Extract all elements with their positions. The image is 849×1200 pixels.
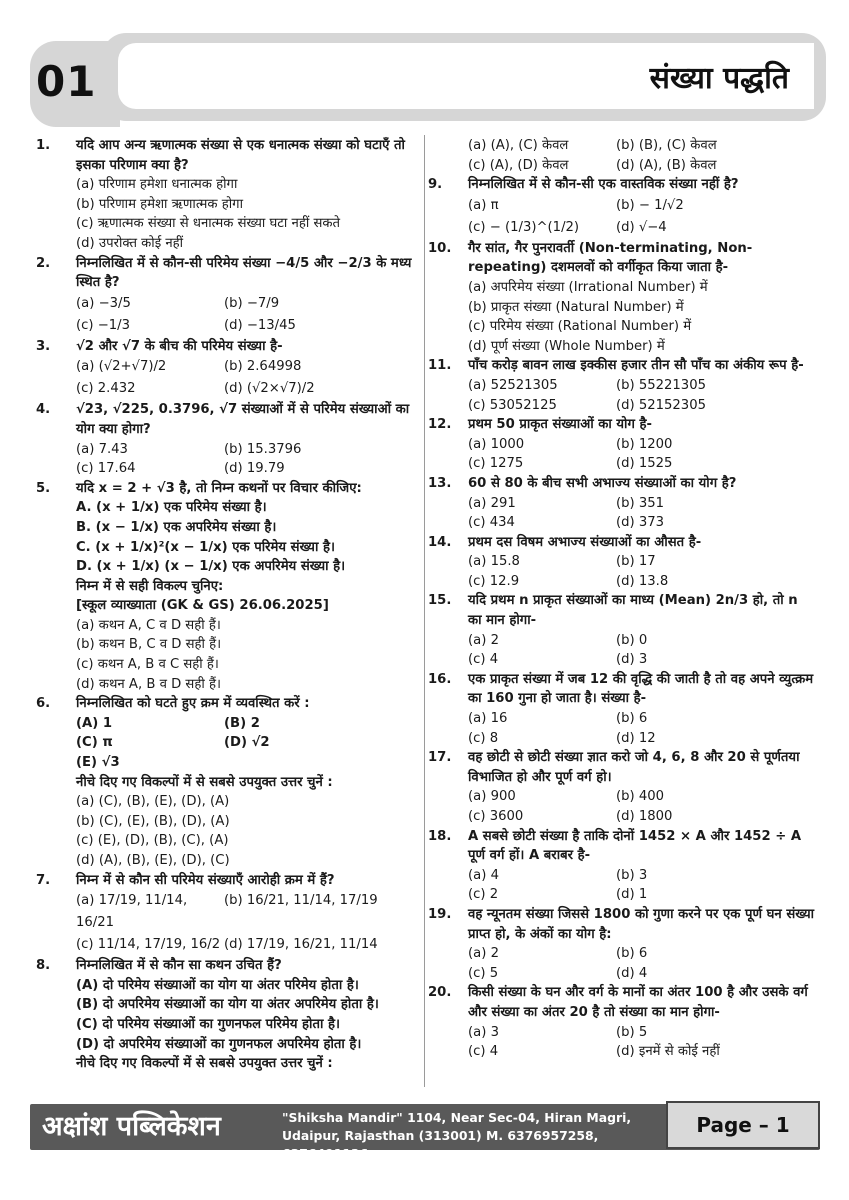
option-item: (a) (A), (C) केवल (468, 138, 569, 153)
question-text: यदि x = 2 + √3 है, तो निम्न कथनों पर विचार कीजिए: (76, 480, 362, 496)
question-block (428, 533, 814, 592)
option-grid (428, 944, 814, 983)
question-text: निम्न में से कौन सी परिमेय संख्याएँ आरोही क्रम में हैं? (76, 872, 335, 888)
option-grid (36, 440, 422, 479)
option-item: (d) 1525 (616, 456, 673, 472)
option-item: (a) 900 (468, 789, 516, 805)
question-number: 12. (428, 417, 452, 433)
option-grid (428, 195, 814, 239)
option-item: (d) पूर्ण संख्या (Whole Number) में (468, 338, 665, 354)
question-number: 13. (428, 475, 452, 491)
option-item: (c) कथन A, B व C सही हैं। (76, 657, 219, 673)
statement-line: A. (x + 1/x) एक परिमेय संख्या है। (76, 500, 267, 516)
option-item: (d) इनमें से कोई नहीं (616, 1044, 720, 1060)
question-block (36, 400, 422, 478)
option-item: (d) −13/45 (224, 317, 296, 333)
question-block (428, 591, 814, 669)
question-text: निम्नलिखित में से कौन-सी परिमेय संख्या −4/5 और −2/3 के मध्य स्थित है? (76, 255, 412, 291)
option-grid (36, 890, 422, 956)
question-block (428, 136, 814, 175)
question-number: 7. (36, 872, 51, 888)
option-item: (d) 373 (616, 515, 665, 531)
question-number: 6. (36, 696, 51, 712)
option-item: (b) 16/21, 11/14, 17/19 (224, 893, 378, 909)
chapter-number: 01 (36, 57, 97, 106)
address-line-1: "Shiksha Mandir" 1104, Near Sec-04, Hiran Magri, (282, 1110, 632, 1125)
option-grid (36, 714, 422, 753)
option-item: (b) परिणाम हमेशा ऋणात्मक होगा (76, 196, 244, 212)
option-item: (b) 0 (616, 632, 648, 648)
question-row (428, 415, 814, 435)
question-row (428, 474, 814, 494)
option-item: (b) 55221305 (616, 377, 706, 393)
option-item: (a) 17/19, 11/14, 16/21 (76, 893, 188, 931)
question-block (36, 479, 422, 695)
question-number: 11. (428, 358, 452, 374)
question-block (36, 136, 422, 254)
question-number: 15. (428, 593, 452, 609)
question-block (36, 254, 422, 337)
question-block (428, 670, 814, 748)
question-row (428, 356, 814, 376)
option-item: (d) 19.79 (224, 461, 285, 477)
option-item: (c) 434 (468, 515, 515, 531)
statement-line: C. (x + 1/x)²(x − 1/x) एक परिमेय संख्या है। (76, 539, 335, 555)
question-block (428, 983, 814, 1061)
question-number: 14. (428, 534, 452, 550)
option-item: (a) −3/5 (76, 295, 131, 311)
option-item: (c) ऋणात्मक संख्या से धनात्मक संख्या घटा नहीं सकते (76, 216, 341, 232)
question-row (36, 871, 422, 891)
option-item: (b) कथन B, C व D सही हैं। (76, 637, 222, 653)
question-row (428, 905, 814, 944)
option-item: (c) 53052125 (468, 397, 557, 413)
question-block (36, 694, 422, 870)
question-text: निम्नलिखित को घटते हुए क्रम में व्यवस्थित करें : (76, 696, 310, 712)
option-item: (a) परिणाम हमेशा धनात्मक होगा (76, 177, 238, 193)
option-item: (c) 1275 (468, 456, 524, 472)
question-number: 8. (36, 958, 51, 974)
option-item: (a) 291 (468, 495, 516, 511)
option-item: (b) 1200 (616, 436, 673, 452)
option-item: (b) (B), (C) केवल (616, 138, 717, 153)
question-row (36, 254, 422, 293)
question-number: 3. (36, 338, 51, 354)
question-number: 9. (428, 177, 443, 193)
option-item: (d) √−4 (616, 219, 667, 235)
option-item: (c) 8 (468, 730, 499, 746)
question-number: 2. (36, 255, 51, 271)
option-item: (d) 13.8 (616, 573, 669, 589)
option-item: (d) 3 (616, 652, 648, 668)
option-item: (b) 3 (616, 867, 648, 883)
option-item: (c) 4 (468, 652, 499, 668)
question-block (36, 956, 422, 1074)
option-item: (a) 3 (468, 1024, 499, 1040)
statement-line: (A) दो परिमेय संख्याओं का योग या अंतर परिमेय होता है। (76, 977, 359, 993)
question-block (428, 905, 814, 983)
option-item: (c) 3600 (468, 809, 524, 824)
question-text: वह न्यूनतम संख्या जिससे 1800 को गुणा करने पर एक पूर्ण घन संख्या प्राप्त हो, के अंकों का योग है: (468, 906, 815, 942)
option-grid (428, 435, 814, 474)
option-item: (b) 351 (616, 495, 665, 511)
question-number: 16. (428, 671, 452, 687)
option-item: (c) 2 (468, 887, 499, 903)
question-block (428, 827, 814, 905)
option-item: (a) (C), (B), (E), (D), (A) (76, 794, 230, 810)
question-text: निम्नलिखित में से कौन-सी एक वास्तविक संख्या नहीं है? (468, 177, 739, 193)
option-item: (C) π (76, 735, 113, 751)
question-row (428, 239, 814, 278)
option-item: (a) अपरिमेय संख्या (Irrational Number) में (468, 279, 708, 295)
question-block (428, 356, 814, 415)
option-item: (b) प्राकृत संख्या (Natural Number) में (468, 299, 684, 315)
statement-line: (D) दो अपरिमेय संख्याओं का गुणनफल अपरिमेय होता है। (76, 1036, 362, 1052)
option-item: (a) π (468, 197, 499, 213)
statement-line: [स्कूल व्याख्याता (GK & GS) 26.06.2025] (76, 598, 329, 614)
question-number: 20. (428, 985, 452, 1001)
question-text: 60 से 80 के बीच सभी अभाज्य संख्याओं का योग है? (468, 475, 737, 491)
option-item: (d) (A), (B), (E), (D), (C) (76, 853, 230, 868)
question-row (428, 533, 814, 553)
question-text: वह छोटी से छोटी संख्या ज्ञात करो जो 4, 6, 8 और 20 से पूर्णतया विभाजित हो और पूर्ण वर्ग हो। (468, 750, 800, 785)
question-number: 19. (428, 906, 452, 922)
option-item: (b) 5 (616, 1024, 648, 1040)
option-grid (428, 866, 814, 905)
option-item: (c) 11/14, 17/19, 16/2 (76, 937, 221, 953)
question-row (428, 827, 814, 866)
question-number: 5. (36, 480, 51, 496)
option-item: (A) 1 (76, 715, 113, 731)
question-row (36, 694, 422, 714)
option-item: (b) −7/9 (224, 295, 280, 311)
option-item: (a) (√2+√7)/2 (76, 359, 167, 375)
option-item: (c) − (1/3)^(1/2) (468, 219, 580, 235)
option-grid (428, 1023, 814, 1062)
question-text: निम्नलिखित में से कौन सा कथन उचित हैं? (76, 958, 282, 974)
option-item: (a) 52521305 (468, 377, 558, 393)
right-column (428, 136, 814, 1062)
option-item: (b) 17 (616, 554, 656, 570)
option-item: (a) 15.8 (468, 554, 520, 570)
question-block (36, 337, 422, 401)
option-item: (b) 6 (616, 946, 648, 962)
statement-line: नीचे दिए गए विकल्पों में से सबसे उपयुक्त उत्तर चुनें : (76, 774, 333, 790)
question-row (36, 479, 422, 499)
question-row (428, 748, 814, 787)
statement-line: B. (x − 1/x) एक अपरिमेय संख्या है। (76, 519, 277, 535)
question-row (428, 591, 814, 630)
option-grid (428, 552, 814, 591)
option-item: (c) (A), (D) केवल (468, 157, 569, 173)
question-text: √2 और √7 के बीच की परिमेय संख्या है- (76, 338, 283, 354)
question-block (428, 415, 814, 474)
option-item: (c) (E), (D), (B), (C), (A) (76, 833, 229, 849)
option-grid (428, 494, 814, 533)
question-row (428, 983, 814, 1022)
option-grid (428, 709, 814, 748)
option-item: (a) 4 (468, 867, 499, 883)
question-number: 1. (36, 138, 51, 153)
option-item: (a) 2 (468, 946, 499, 962)
question-number: 10. (428, 240, 452, 256)
option-item: (d) 12 (616, 730, 656, 746)
statement-line: नीचे दिए गए विकल्पों में से सबसे उपयुक्त उत्तर चुनें : (76, 1056, 333, 1072)
question-text: A सबसे छोटी संख्या है ताकि दोनों 1452 × A और 1452 ÷ A पूर्ण वर्ग हों। A बराबर है- (468, 828, 802, 864)
question-number: 4. (36, 402, 51, 418)
question-number: 17. (428, 750, 452, 766)
option-grid (428, 787, 814, 826)
column-divider (424, 135, 425, 1087)
option-grid (428, 631, 814, 670)
option-item: (a) कथन A, C व D सही हैं। (76, 617, 221, 633)
option-item: (c) 17.64 (76, 461, 136, 477)
option-item: (b) 2.64998 (224, 359, 302, 375)
option-item: (B) 2 (224, 715, 260, 731)
address-line-2: Udaipur, Rajasthan (313001) M. 6376957258, 6376491126 (282, 1128, 599, 1161)
publisher-address (282, 1109, 662, 1163)
left-column (36, 136, 422, 1074)
chapter-title: संख्या पद्धति (649, 61, 789, 96)
question-text: पाँच करोड़ बावन लाख इक्कीस हजार तीन सौ पाँच का अंकीय रूप है- (468, 358, 804, 374)
question-text: एक प्राकृत संख्या में जब 12 की वृद्धि की जाती है तो वह अपने व्युत्क्रम का 160 गुना हो जाता है। संख्या है- (468, 671, 814, 707)
question-row (36, 400, 422, 439)
option-item: (a) 16 (468, 711, 508, 727)
option-item: (d) 1800 (616, 809, 673, 824)
option-item: (c) −1/3 (76, 317, 131, 333)
question-row (36, 956, 422, 976)
question-text: प्रथम 50 प्राकृत संख्याओं का योग है- (468, 417, 652, 433)
question-text: गैर सांत, गैर पुनरावर्ती (Non-terminating, Non-repeating) दशमलवों को वर्गीकृत किया जाता है- (468, 240, 753, 276)
option-item: (a) 7.43 (76, 441, 128, 457)
option-grid (36, 356, 422, 400)
option-item: (a) 2 (468, 632, 499, 648)
question-text: यदि प्रथम n प्राकृत संख्याओं का माध्य (Mean) 2n/3 हो, तो n का मान होगा- (468, 593, 798, 629)
option-item: (b) 6 (616, 711, 648, 727)
option-item: (d) 52152305 (616, 397, 706, 413)
option-item: (c) 12.9 (468, 573, 520, 589)
statement-line: निम्न में से सही विकल्प चुनिए: (76, 578, 224, 594)
question-text: यदि आप अन्य ऋणात्मक संख्या से एक धनात्मक संख्या को घटाएँ तो इसका परिणाम क्या है? (76, 138, 405, 173)
question-text: √23, √225, 0.3796, √7 संख्याओं में से परिमेय संख्याओं का योग क्या होगा? (76, 402, 410, 437)
question-row (36, 337, 422, 357)
option-item: (d) (A), (B) केवल (616, 157, 717, 173)
statement-line: (C) दो परिमेय संख्याओं का गुणनफल परिमेय होता है। (76, 1016, 340, 1032)
option-grid (428, 376, 814, 415)
question-block (36, 871, 422, 957)
question-row (36, 136, 422, 175)
option-item: (b) 15.3796 (224, 441, 302, 457)
question-block (428, 239, 814, 357)
option-item: (c) परिमेय संख्या (Rational Number) में (468, 319, 692, 335)
option-item: (b) − 1/√2 (616, 197, 684, 213)
option-item: (c) 4 (468, 1044, 499, 1060)
option-item: (a) 1000 (468, 436, 525, 452)
question-block (428, 175, 814, 239)
option-item: (d) उपरोक्त कोई नहीं (76, 235, 184, 251)
option-item: (D) √2 (224, 735, 270, 751)
option-item: (b) (C), (E), (B), (D), (A) (76, 813, 230, 829)
option-item: (c) 5 (468, 965, 499, 981)
question-block (428, 474, 814, 533)
page-number: Page – 1 (666, 1101, 820, 1149)
option-item: (c) 2.432 (76, 381, 136, 397)
option-item: (d) 4 (616, 965, 648, 981)
statement-line: (E) √3 (76, 755, 120, 771)
option-grid (36, 293, 422, 337)
option-item: (d) कथन A, B व D सही हैं। (76, 676, 221, 692)
question-text: प्रथम दस विषम अभाज्य संख्याओं का औसत है- (468, 534, 702, 550)
option-item: (d) (√2×√7)/2 (224, 381, 315, 397)
statement-line: D. (x + 1/x) (x − 1/x) एक अपरिमेय संख्या है। (76, 559, 346, 575)
question-number: 18. (428, 828, 452, 844)
option-grid (428, 136, 814, 175)
question-row (428, 175, 814, 195)
publisher-name: अक्षांश पब्लिकेशन (42, 1111, 221, 1142)
statement-line: (B) दो अपरिमेय संख्याओं का योग या अंतर अपरिमेय होता है। (76, 997, 379, 1013)
option-item: (b) 400 (616, 789, 665, 805)
question-row (428, 670, 814, 709)
question-text: किसी संख्या के घन और वर्ग के मानों का अंतर 100 है और उसके वर्ग और संख्या का अंतर 20 है तो संख्या का मान होगा- (468, 985, 808, 1020)
question-block (428, 748, 814, 826)
option-item: (d) 1 (616, 887, 648, 903)
option-item: (d) 17/19, 16/21, 11/14 (224, 937, 378, 953)
